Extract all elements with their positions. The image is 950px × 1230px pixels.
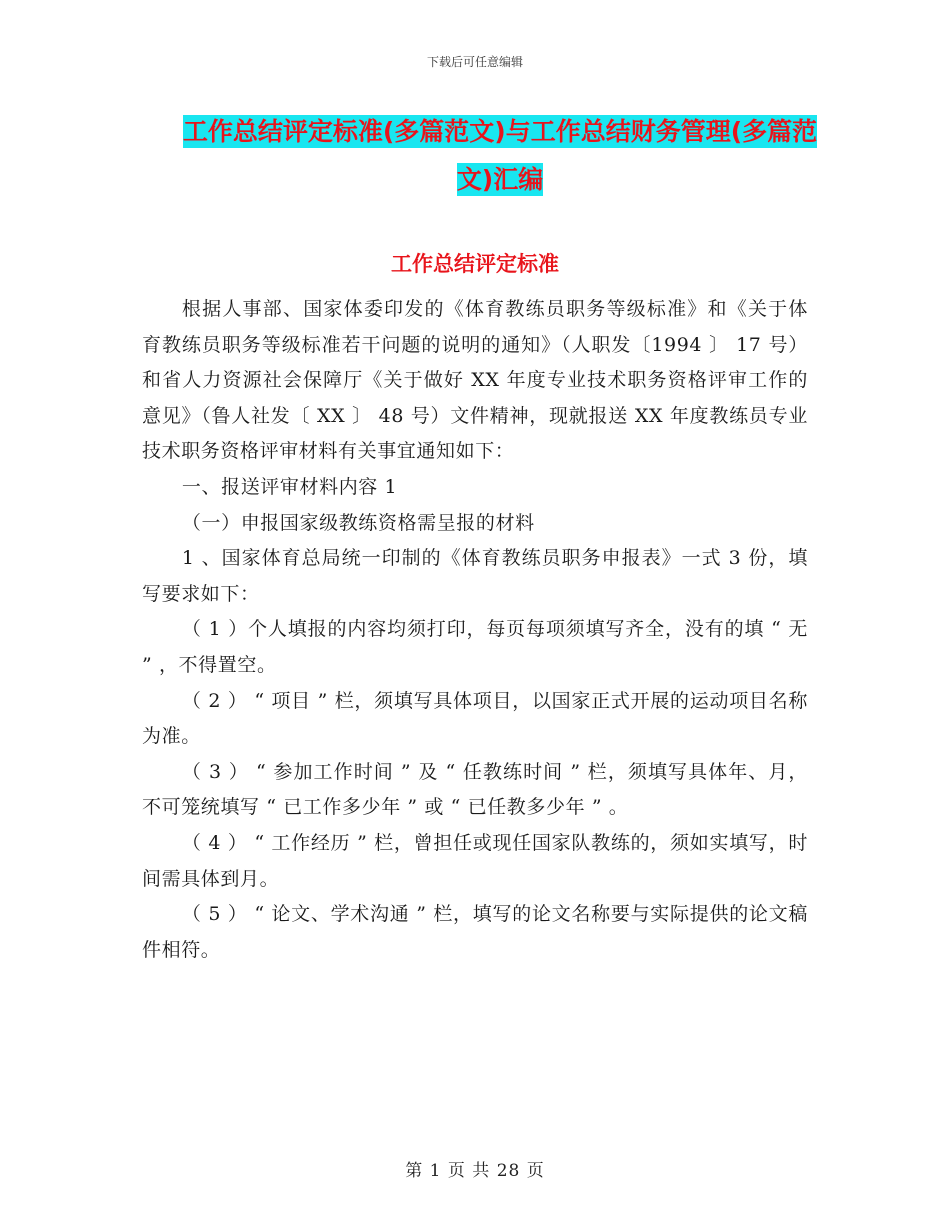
paragraph: （ 5 ） “ 论文、学术沟通 ” 栏，填写的论文名称要与实际提供的论文稿件相符。 xyxy=(142,903,808,961)
paragraph: （ 2 ） “ 项目 ” 栏，须填写具体项目，以国家正式开展的运动项目名称为准。 xyxy=(142,689,808,748)
paragraph: （ 3 ） “ 参加工作时间 ” 及 “ 任教练时间 ” 栏，须填写具体年、月，不可笼统填写 “ 已工作多少年 ” 或 “ 已任教多少年 ” 。 xyxy=(142,760,808,819)
paragraph: 1 、国家体育总局统一印制的《体育教练员职务申报表》一式 3 份，填写要求如下： xyxy=(142,547,808,605)
paragraph: 一、报送评审材料内容 1 xyxy=(181,475,398,498)
document-title-text: 工作总结评定标准(多篇范文)与工作总结财务管理(多篇范文)汇编 xyxy=(182,117,818,194)
document-body xyxy=(142,292,808,968)
document-title xyxy=(180,108,820,204)
paragraph: （ 4 ） “ 工作经历 ” 栏，曾担任或现任国家队教练的，须如实填写，时间需具体到月。 xyxy=(142,831,808,890)
paragraph: （ 1 ）个人填报的内容均须打印，每页每项须填写齐全，没有的填 “ 无 ” ，不得置空。 xyxy=(142,618,808,676)
header-note: 下载后可任意编辑 xyxy=(426,55,523,69)
paragraph: 根据人事部、国家体委印发的《体育教练员职务等级标准》和《关于体育教练员职务等级标准若干问题的说明的通知》（人职发〔1994 〕 17 号）和省人力资源社会保障厅《关于做好 XX 年度专业技术职务资格评审工作的意见》（鲁人社发〔 XX 〕 48 号）文件精神，现就报送 XX 年度教练员专业技术职务资格评审材料有关事宜通知如下： xyxy=(142,298,808,463)
page-number: 第 1 页 共 28 页 xyxy=(405,1161,545,1181)
paragraph: （一）申报国家级教练资格需呈报的材料 xyxy=(181,511,535,534)
section-title: 工作总结评定标准 xyxy=(391,252,559,276)
